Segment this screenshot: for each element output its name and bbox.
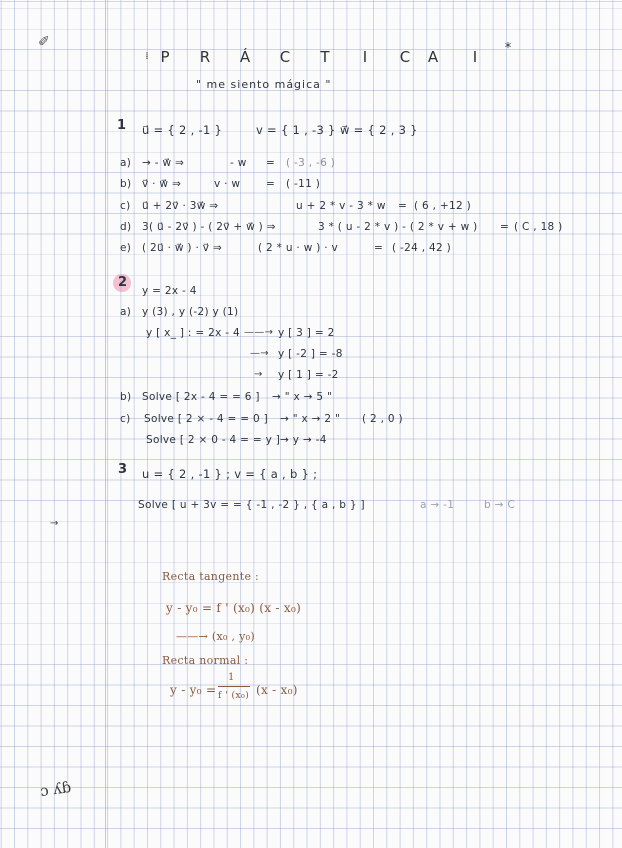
ex1-d-result: ( C , 18 )	[514, 221, 563, 233]
ex1-c-expr: u⃗ + 2v⃗ · 3w⃗ ⇒	[142, 200, 219, 212]
title-letter-1: P	[160, 48, 170, 66]
ex3-result-a: a → -1	[420, 499, 455, 511]
ex1-a-result: ( -3 , -6 )	[286, 157, 336, 169]
ex1-c-result: ( 6 , +12 )	[414, 200, 472, 212]
ex1-a-expr: → - w⃗ ⇒	[142, 157, 185, 169]
ex1-d-cmd: 3 * ( u - 2 * v ) - ( 2 * v + w )	[318, 221, 478, 233]
ex2-function: y = 2x - 4	[142, 285, 197, 297]
ex2-c-cmd2: Solve [ 2 × 0 - 4 = = y ]	[146, 434, 281, 446]
ex1-e-result: ( -24 , 42 )	[392, 242, 451, 254]
ex1-b-label: b)	[120, 178, 132, 190]
normal-fraction-numerator: 1	[228, 672, 235, 683]
ex1-e-expr: ( 2u⃗ · w⃗ ) · v⃗ ⇒	[142, 242, 222, 254]
title-letter-5: T	[320, 48, 330, 66]
ex2-c-result: → " x → 2 "	[280, 413, 341, 425]
title-letter-6: I	[352, 44, 378, 70]
title-letter-8: A	[420, 44, 446, 70]
ex1-c-label: c)	[120, 200, 131, 212]
fraction-bar	[218, 686, 250, 687]
ex1-e-eq: =	[374, 242, 384, 254]
normal-equation-left: y - y₀ =	[170, 683, 217, 697]
ex2-c-label: c)	[120, 413, 131, 425]
normal-title: Recta normal :	[162, 654, 249, 667]
normal-fraction-denominator: f ' (x₀)	[218, 690, 250, 701]
title-star-icon: *	[504, 41, 512, 56]
margin-line	[105, 0, 106, 848]
ex1-given-w: w⃗ = { 2 , 3 }	[340, 123, 418, 137]
ex2-a-values: y (3) , y (-2) y (1)	[142, 306, 239, 318]
ex2-number: 2	[118, 275, 128, 290]
title-letter-3: Á	[239, 48, 251, 66]
ex2-result-1: y [ 3 ] = 2	[278, 327, 335, 339]
corner-scribble-icon: ✐	[38, 34, 50, 50]
right-arrow-icon: ——→	[244, 327, 274, 338]
title-letter-7: C	[399, 48, 411, 66]
tangent-point: ——→ (x₀ , y₀)	[176, 630, 255, 643]
ex3-result-b: b → C	[484, 499, 515, 511]
right-arrow-icon: →	[254, 369, 263, 380]
ex1-c-cmd: u + 2 * v - 3 * w	[296, 200, 386, 212]
page-edge-top	[0, 1, 622, 2]
ex1-a-label: a)	[120, 157, 132, 169]
ex1-a-cmd: - w	[230, 157, 247, 169]
ex2-a-label: a)	[120, 306, 132, 318]
ex1-d-label: d)	[120, 221, 132, 233]
ex2-c-point: ( 2 , 0 )	[362, 413, 403, 425]
title-letter-4: C	[272, 44, 298, 70]
normal-equation-right: (x - x₀)	[256, 683, 298, 697]
title-marker-icon: ⁞	[145, 51, 149, 62]
ex1-b-eq: =	[266, 178, 276, 190]
ex1-b-cmd: v · w	[214, 178, 241, 190]
ex1-d-eq: =	[500, 221, 510, 233]
ex1-e-cmd: ( 2 * u · w ) · v	[258, 242, 339, 254]
tangent-equation: y - y₀ = f ' (x₀) (x - x₀)	[166, 601, 302, 615]
ex1-c-eq: =	[398, 200, 408, 212]
title-letter-2: R	[192, 44, 218, 70]
ex1-e-label: e)	[120, 242, 132, 254]
subtitle: " me siento mágica "	[196, 78, 332, 91]
ex1-b-result: ( -11 )	[286, 178, 321, 190]
ex2-c-cmd: Solve [ 2 × - 4 = = 0 ]	[144, 413, 269, 425]
ex3-given: u = { 2 , -1 } ; v = { a , b } ;	[142, 467, 318, 481]
title-letter-9: I	[472, 48, 478, 66]
ex2-c-result2: → y → -4	[280, 434, 327, 446]
ex2-definition: y [ x_ ] : = 2x - 4	[146, 327, 240, 339]
ex1-given-v: v = { 1 , -3 }	[256, 123, 336, 137]
ex1-b-expr: v⃗ · w⃗ ⇒	[142, 178, 182, 190]
ex2-b-label: b)	[120, 391, 132, 403]
signature: ɔ ʎɓ	[38, 777, 73, 801]
ex1-given-u: u⃗ = { 2 , -1 }	[142, 123, 223, 137]
ex2-b-result: → " x → 5 "	[272, 391, 333, 403]
ex1-a-eq: =	[266, 157, 276, 169]
ex2-result-2: y [ -2 ] = -8	[278, 348, 343, 360]
ex2-b-cmd: Solve [ 2x - 4 = = 6 ]	[142, 391, 260, 403]
right-arrow-icon: —→	[250, 348, 269, 359]
ex1-number: 1	[117, 118, 127, 133]
ex3-number: 3	[118, 462, 128, 477]
ex3-cmd: Solve [ u + 3v = = { -1 , -2 } , { a , b } ]	[138, 499, 365, 511]
ex2-result-3: y [ 1 ] = -2	[278, 369, 339, 381]
ex1-d-expr: 3( u⃗ - 2v⃗ ) - ( 2v⃗ + w⃗ ) ⇒	[142, 221, 276, 233]
margin-arrow-icon: →	[50, 518, 59, 529]
tangent-title: Recta tangente :	[162, 570, 260, 583]
